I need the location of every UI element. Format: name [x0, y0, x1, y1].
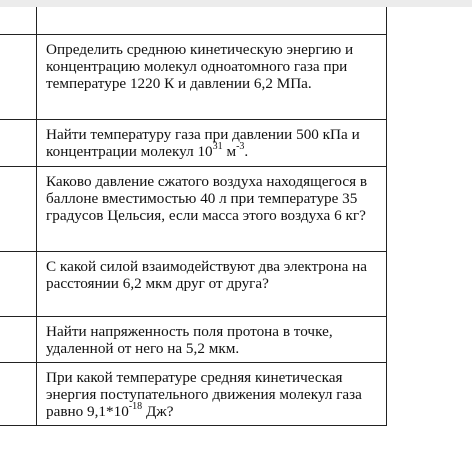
- row-border: [0, 34, 387, 35]
- row-border: [0, 119, 387, 120]
- row-border: [0, 316, 387, 317]
- row-border: [0, 425, 387, 426]
- task-text-part: Дж?: [142, 403, 174, 420]
- row-border: [0, 362, 387, 363]
- task-text-part: При какой температуре средняя кинетическая энергия поступательного движения молекул газа равно 9,1*10: [46, 369, 362, 420]
- exponent: -18: [128, 400, 143, 412]
- exponent: -3: [236, 140, 245, 152]
- task-text: Каково давление сжатого воздуха находящегося в баллоне вместимостью 40 л при температуре 35 градусов Цельсия, если масса этого воздуха 6 кг?: [46, 173, 368, 224]
- task-text-part: Найти температуру газа при давлении 500 кПа и концентрации молекул 10: [46, 126, 360, 160]
- exponent: 31: [212, 140, 223, 152]
- task-text: Найти напряженность поля протона в точке, удаленной от него на 5,2 мкм.: [46, 323, 333, 357]
- task-text: Определить среднюю кинетическую энергию и концентрацию молекул одноатомного газа при температуре 1220 К и давлении 6,2 МПа.: [46, 41, 354, 92]
- top-strip: [0, 0, 472, 7]
- task-text: [46, 369, 376, 420]
- task-text-part: м: [222, 143, 237, 160]
- task-text: С какой силой взаимодействуют два электрона на расстоянии 6,2 мкм друг от друга?: [46, 258, 368, 292]
- row-border: [0, 251, 387, 252]
- row-border: [0, 166, 387, 167]
- task-text: [46, 126, 376, 160]
- task-text-part: .: [244, 143, 249, 160]
